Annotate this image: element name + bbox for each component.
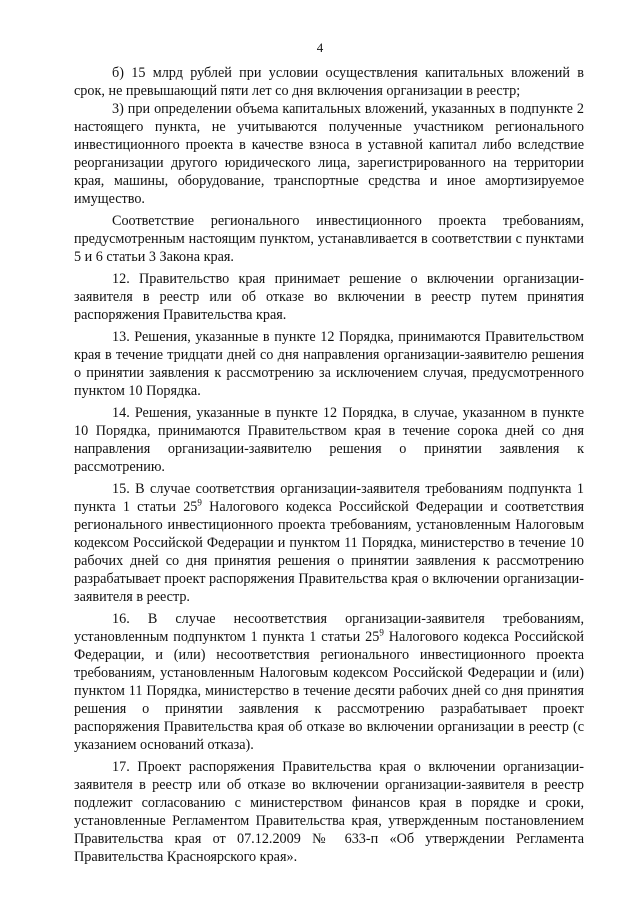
paragraph-15-superscript: 9: [197, 497, 202, 508]
page-number: 4: [316, 40, 324, 55]
paragraph-11-3: 3) при определении объема капитальных вложений, указанных в подпункте 2 настоящего пункта, не учитываются полученные участником регионального инвестиционного проекта в качестве взноса в уставной капитал либо вследствие реорганизации другого юридического лица, зарегистрированного на территории края, машины, оборудование, транспортные средства и иное амортизируемое имущество.: [74, 101, 584, 207]
paragraph-17: 17. Проект распоряжения Правительства края о включении организации-заявителя в реестр или об отказе во включении организации-заявителя в реестр подлежит согласованию с министерством финансов края в порядке и сроки, установленные Регламентом Правительства края, утвержденным постановлением Правительства края от 07.12.2009 № 633-п «Об утверждении Регламента Правительства Красноярского края».: [74, 759, 584, 865]
paragraph-16-text-b: Налогового кодекса Российской Федерации, и (или) несоответствия регионального инвестиционного проекта требованиям, установленным Налоговым кодексом Российской Федерации и (или) пунктом 11 Порядка, министерство в течение десяти рабочих дней со дня принятия решения о принятии заявления к рассмотрению разрабатывает проект распоряжения Правительства края об отказе во включении организации в реестр (с указанием оснований отказа).: [74, 629, 584, 753]
document-body: [74, 64, 584, 866]
paragraph-14: 14. Решения, указанные в пункте 12 Порядка, в случае, указанном в пункте 10 Порядка, принимаются Правительством края в течение сорока дней со дня направления организации-заявителю решения о принятии заявления к рассмотрению.: [74, 405, 584, 475]
paragraph-15: [74, 480, 584, 606]
paragraph-16-superscript: 9: [379, 627, 384, 638]
paragraph-12: 12. Правительство края принимает решение о включении организации-заявителя в реестр или об отказе во включении в реестр путем принятия распоряжения Правительства края.: [74, 271, 584, 323]
paragraph-15-text-a: 15. В случае соответствия организации-заявителя требованиям подпункта 1 пункта 1 статьи 25: [74, 481, 584, 515]
paragraph-16: [74, 610, 584, 754]
paragraph-11-2b: б) 15 млрд рублей при условии осуществления капитальных вложений в срок, не превышающий пяти лет со дня включения организации в реестр;: [74, 65, 584, 99]
paragraph-15-text-b: Налогового кодекса Российской Федерации и соответствия регионального инвестиционного проекта требованиям, установленным Налоговым кодексом Российской Федерации и пунктом 11 Порядка, министерство в течение 10 рабочих дней со дня принятия решения о принятии заявления к рассмотрению разрабатывает проект распоряжения Правительства края о включении организации-заявителя в реестр.: [74, 499, 584, 605]
paragraph-13: 13. Решения, указанные в пункте 12 Порядка, принимаются Правительством края в течение тридцати дней со дня направления организации-заявителю решения о принятии заявления к рассмотрению за исключением случая, предусмотренного пунктом 10 Порядка.: [74, 329, 584, 399]
paragraph-16-text-a: 16. В случае несоответствия организации-заявителя требованиям, установленным подпунктом 1 пункта 1 статьи 25: [74, 611, 584, 645]
paragraph-compliance: Соответствие регионального инвестиционного проекта требованиям, предусмотренным настоящим пунктом, устанавливается в соответствии с пунктами 5 и 6 статьи 3 Закона края.: [74, 213, 584, 265]
